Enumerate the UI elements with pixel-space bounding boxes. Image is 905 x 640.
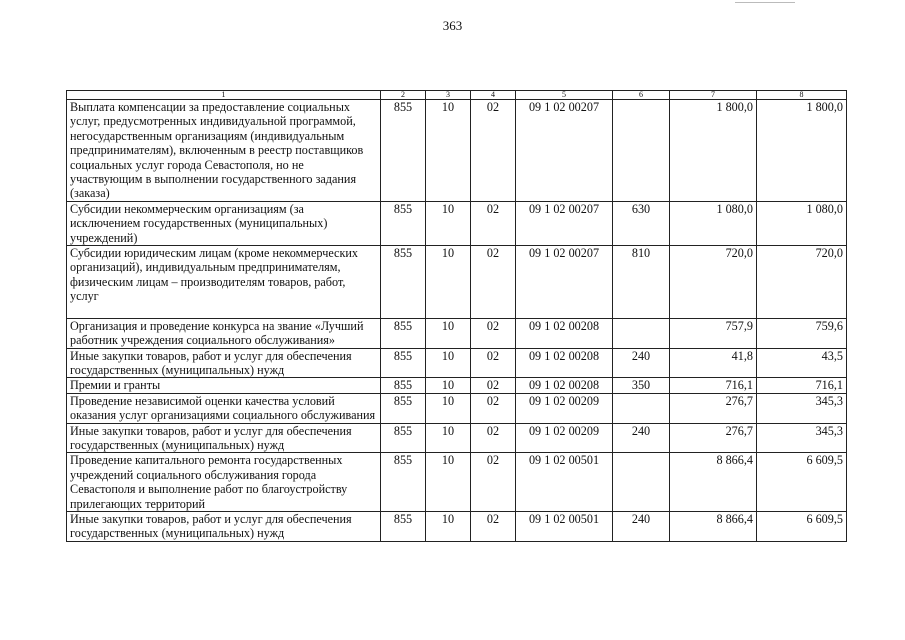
target-code: 09 1 02 00208: [516, 348, 613, 378]
expense-type-code: 810: [613, 246, 670, 319]
admin-code: 855: [381, 393, 426, 423]
section-code: 10: [426, 318, 471, 348]
row-name: Иные закупки товаров, работ и услуг для обеспечения государственных (муниципальных) нужд: [67, 511, 381, 541]
column-header: 5: [516, 91, 613, 100]
row-name: Иные закупки товаров, работ и услуг для обеспечения государственных (муниципальных) нужд: [67, 348, 381, 378]
amount-col8: 345,3: [757, 393, 847, 423]
admin-code: 855: [381, 378, 426, 393]
expense-type-code: [613, 318, 670, 348]
subsection-code: 02: [471, 201, 516, 245]
expense-type-code: [613, 453, 670, 512]
column-header: 2: [381, 91, 426, 100]
target-code: 09 1 02 00207: [516, 246, 613, 319]
amount-col7: 720,0: [670, 246, 757, 319]
amount-col8: 716,1: [757, 378, 847, 393]
column-header: 1: [67, 91, 381, 100]
page-number: 363: [442, 18, 463, 33]
subsection-code: 02: [471, 393, 516, 423]
amount-col7: 716,1: [670, 378, 757, 393]
section-code: 10: [426, 348, 471, 378]
amount-col7: 41,8: [670, 348, 757, 378]
amount-col7: 8 866,4: [670, 453, 757, 512]
row-name: Субсидии юридическим лицам (кроме некоммерческих организаций), индивидуальным предпринимателям, физическим лицам – производителям товаров, работ, услуг: [67, 246, 381, 319]
admin-code: 855: [381, 423, 426, 453]
row-name: Организация и проведение конкурса на звание «Лучший работник учреждения социального обслуживания»: [67, 318, 381, 348]
amount-col8: 6 609,5: [757, 511, 847, 541]
column-header: 6: [613, 91, 670, 100]
section-code: 10: [426, 100, 471, 202]
expense-type-code: [613, 393, 670, 423]
budget-table: [66, 90, 847, 542]
section-code: 10: [426, 511, 471, 541]
section-code: 10: [426, 201, 471, 245]
target-code: 09 1 02 00209: [516, 423, 613, 453]
target-code: 09 1 02 00208: [516, 378, 613, 393]
column-header: 8: [757, 91, 847, 100]
row-name: Выплата компенсации за предоставление социальных услуг, предусмотренных индивидуальной программой, негосударственным организациям (индивидуальным предпринимателям), включенным в реестр поставщиков социальных услуг города Севастополя, но не участвующим в выполнении государственного задания (заказа): [67, 100, 381, 202]
target-code: 09 1 02 00207: [516, 201, 613, 245]
row-name: Премии и гранты: [67, 378, 381, 393]
admin-code: 855: [381, 453, 426, 512]
expense-type-code: 240: [613, 348, 670, 378]
subsection-code: 02: [471, 100, 516, 202]
admin-code: 855: [381, 348, 426, 378]
column-header: 3: [426, 91, 471, 100]
amount-col8: 345,3: [757, 423, 847, 453]
row-name: Проведение независимой оценки качества условий оказания услуг организациями социального обслуживания: [67, 393, 381, 423]
table-row: [67, 378, 847, 393]
table-row: [67, 100, 847, 202]
amount-col7: 1 080,0: [670, 201, 757, 245]
column-number-row: [67, 91, 847, 100]
section-code: 10: [426, 378, 471, 393]
corner-mark: [735, 2, 795, 3]
expense-type-code: [613, 100, 670, 202]
subsection-code: 02: [471, 246, 516, 319]
table-row: [67, 318, 847, 348]
expense-type-code: 630: [613, 201, 670, 245]
subsection-code: 02: [471, 318, 516, 348]
table-row: [67, 246, 847, 319]
target-code: 09 1 02 00501: [516, 511, 613, 541]
amount-col8: 1 800,0: [757, 100, 847, 202]
subsection-code: 02: [471, 511, 516, 541]
table-row: [67, 511, 847, 541]
expense-type-code: 240: [613, 423, 670, 453]
target-code: 09 1 02 00501: [516, 453, 613, 512]
section-code: 10: [426, 423, 471, 453]
amount-col8: 1 080,0: [757, 201, 847, 245]
table-row: [67, 348, 847, 378]
row-name: Иные закупки товаров, работ и услуг для обеспечения государственных (муниципальных) нужд: [67, 423, 381, 453]
amount-col7: 1 800,0: [670, 100, 757, 202]
expense-type-code: 350: [613, 378, 670, 393]
row-name: Субсидии некоммерческим организациям (за исключением государственных (муниципальных) учреждений): [67, 201, 381, 245]
amount-col7: 276,7: [670, 393, 757, 423]
row-name: Проведение капитального ремонта государственных учреждений социального обслуживания города Севастополя и выполнение работ по благоустройству прилегающих территорий: [67, 453, 381, 512]
subsection-code: 02: [471, 348, 516, 378]
section-code: 10: [426, 246, 471, 319]
target-code: 09 1 02 00208: [516, 318, 613, 348]
amount-col7: 757,9: [670, 318, 757, 348]
column-header: 4: [471, 91, 516, 100]
section-code: 10: [426, 453, 471, 512]
subsection-code: 02: [471, 423, 516, 453]
target-code: 09 1 02 00207: [516, 100, 613, 202]
subsection-code: 02: [471, 378, 516, 393]
admin-code: 855: [381, 246, 426, 319]
column-header: 7: [670, 91, 757, 100]
expense-type-code: 240: [613, 511, 670, 541]
amount-col7: 8 866,4: [670, 511, 757, 541]
admin-code: 855: [381, 511, 426, 541]
admin-code: 855: [381, 318, 426, 348]
amount-col8: 43,5: [757, 348, 847, 378]
amount-col8: 720,0: [757, 246, 847, 319]
table-row: [67, 423, 847, 453]
table-row: [67, 453, 847, 512]
subsection-code: 02: [471, 453, 516, 512]
table-row: [67, 393, 847, 423]
target-code: 09 1 02 00209: [516, 393, 613, 423]
amount-col8: 6 609,5: [757, 453, 847, 512]
section-code: 10: [426, 393, 471, 423]
amount-col8: 759,6: [757, 318, 847, 348]
table-row: [67, 201, 847, 245]
amount-col7: 276,7: [670, 423, 757, 453]
admin-code: 855: [381, 201, 426, 245]
admin-code: 855: [381, 100, 426, 202]
